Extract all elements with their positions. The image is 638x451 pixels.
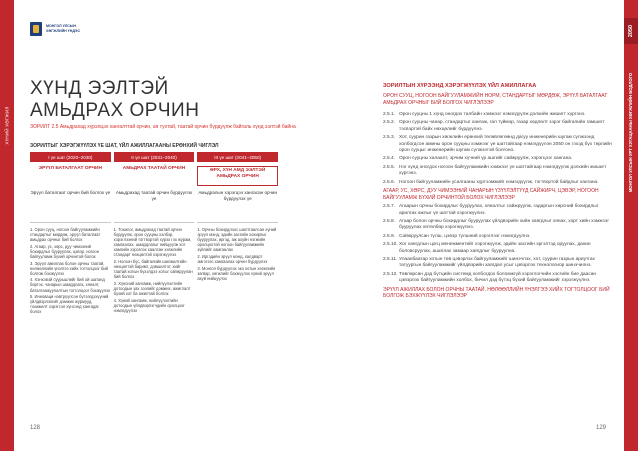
- phase-header-3: III үе шат (2041–2050): [197, 152, 278, 162]
- action-text: Ногоон байгууламжийн усалгааны хүртээмжийг нэмэгдүүлж, тогтвортой байдлыг хангана.: [399, 179, 599, 185]
- list-item: 1. Орон сууц, ногоон байгууламжийн стандартыг мөрдөж, эрүүл баталгаат амьдрах орчныг бий болгох: [30, 227, 101, 243]
- action-text: Улаанбаатар хотын төв цэвэрлэх байгууламжийг шинэчлэх, хот, суурин газрын ариутгах татуургын байгууламжийг үйлдвэрийн хаягдал усыг цэвэрлэх технологиор шинэчилнэ.: [399, 257, 595, 269]
- phase-header-2: II үе шат (2031–2040): [114, 152, 195, 162]
- action-item: [383, 219, 615, 232]
- action-number: 2.5.7.: [383, 204, 396, 210]
- right-side-label: МОНГОЛ УЛСЫН УРТ ХУГАЦААНЫ ХӨГЖЛИЙН БОДЛОГО: [628, 72, 634, 193]
- action-number: 2.5.8.: [383, 219, 396, 225]
- phase-title-3: ӨРХ, ХҮН АМД ЭЭЛТЭЙ АМЬДРАХ ОРЧИН: [197, 166, 278, 186]
- phase-column-1: [30, 166, 111, 316]
- action-item: [383, 204, 615, 217]
- list-item: 3. Монгол бүрдүүлэх эко хотын хөгжлийн загвар, хөгжлийг бэхжүүлэх хүний эрүүл ахуй нийцүүлэх: [197, 265, 276, 281]
- phase-goal-2: Амьдрахад таатай орчин бүрдүүлэх үе: [115, 190, 193, 201]
- action-text: Хог хаягдлын цогц менежментийг хэрэгжүүлж, эдийн засгийн эргэлтэд оруулах, дахин боловсруулах, ашиглах замаар хаягдлыг бууруулна.: [399, 242, 591, 254]
- action-number: 2.5.4.: [383, 156, 396, 162]
- action-text: Сайжруулсан түлш, цэвэр түлшний хэрэглээг нэмэгдүүлнэ.: [399, 233, 531, 239]
- phase-title-2: АМЬДРАХ ТААТАЙ ОРЧИН: [122, 166, 186, 171]
- page-number-right: 129: [596, 425, 607, 431]
- subtitle: ЗОРИЛТ 2.5 Амьдрахад хүрэлцэх хангалттай орчин, ая тухтай, таатай орчин бүрдүүлж байгаль хүнд ээлтэй байна: [30, 124, 296, 130]
- action-text: Орон сууцны чанар, стандартыг хангаж, гал түймэр, газар хөдлөлт зэрэг байгалийн гамшигт тэсвэртэй байх нөхцөлийг бүрдүүлнэ.: [399, 120, 605, 132]
- action-number: 2.5.10.: [383, 242, 398, 248]
- logo-text-line2: ХӨГЖЛИЙН ҮНДЭС: [46, 29, 81, 33]
- phase-table: [30, 152, 278, 316]
- phase-header-1: I үе шат (2020–2030): [30, 152, 111, 162]
- action-text: Хот, суурин газрын хөгжлийн ерөнхий төлөвлөгөөнд дагуу инженерийн шугам сүлжээнд холбогдсон амины орон сууцны хэмжээг үе шаттайгаар нэмэгдүүлэн 2050 он гэхэд бүх төрлийн орон сууцыг инженерийн шугам сүлжээтэй болгоно.: [399, 135, 612, 153]
- logo-text-line1: МОНГОЛ УЛСЫН: [46, 24, 76, 29]
- action-item: [383, 180, 615, 186]
- action-number: 2.5.5.: [383, 164, 396, 170]
- phase-list-1: [30, 222, 111, 315]
- list-item: 1. Тохилог, амьдрахад таатай орчин бүрдүүлж, орон сууцны хэлбэр, хэрэглээний тогтвортой хүрэх гэх журам, хамгаалах, шаардлагыг нийцүүлж хот хамгийн хэрэглэх хаалсан хөгжлийн стандарт нөхцөлтэй хэрэгжүүлэх: [113, 227, 192, 258]
- action-number: 2.5.3.: [383, 135, 396, 141]
- action-item: [383, 120, 615, 133]
- action-item: [383, 272, 615, 285]
- actions-list: [383, 112, 615, 300]
- list-item: 5. Инноваци нэвтрүүлсэн бүтээгдэхүүний үйлдвэрлэлийг дэмжих журмууд, тохижилт хэрэгсэл хүнсэнд хангадаг болох: [30, 294, 109, 315]
- actions-subheading: АГААР, УС, ХӨРС, ДУУ ЧИМЭЭНИЙ ЧАНАРЫН ҮЗҮҮЛЭЛТҮҮД САЙЖИРЧ, ЦЭВЭР, НОГООН БАЙГУУЛАМЖ БҮХИЙ ОРЧИНТОЙ БОЛОХ ЧИГЛЭЛЭЭР: [383, 188, 599, 201]
- action-text: Агаарын орчны бохирдлыг бууруулах, хяналтыг сайжруулж, гадаргын хөрсний бохирдлыг арилгах ажлыг үе шаттай хэрэгжүүлнэ.: [399, 204, 599, 216]
- action-number: 2.5.9.: [383, 233, 396, 239]
- list-item: 2. Агаар, ус, хөрс, дуу чимээний бохирдлыг бууруулах, цэвэр, ногоон байгууламж бүхий орчинтой болох: [30, 243, 99, 259]
- page-number-left: 128: [30, 425, 41, 431]
- list-item: 3. Хүнсний хангамж, нийлүүлэлтийн дотоодын зах зээлийг дэмжих, ажиглалт бүхий хот ба ажилтай болгох: [113, 280, 191, 297]
- action-item: [383, 242, 615, 255]
- list-item: 1. Орчны бохирдлоос шалтгаалсан хүний эрүүл мэнд, эдийн засгийн хохирлыг бууруулах, иргэд, аж ахуйн нэгжийн оролцоотой ногоон байгууламжийн зүйлийг хамгаалах: [197, 227, 277, 253]
- year-badge: 2050: [624, 18, 638, 44]
- page-title: [30, 78, 199, 122]
- action-number: 2.5.6.: [383, 179, 396, 185]
- action-item: [383, 112, 615, 118]
- phase-column-2: [114, 166, 195, 316]
- action-item: [383, 257, 615, 270]
- list-item: 2. Ногоон бүс, байгалийн шилжилтийн нөхцөлтэй баримт, дэвшилтэт, хийг таатай хотын бүхэлдээ хотыг сайжруулан бий болгох: [113, 259, 193, 280]
- left-side-label: ХҮНИЙ ХӨГЖИЛ: [4, 105, 10, 145]
- phase-title-1: ЭРҮҮЛ БАТАЛГААТ ОРЧИН: [38, 166, 102, 171]
- emblem-icon: [30, 22, 42, 36]
- title-line1: ХҮНД ЭЭЛТЭЙ: [30, 78, 169, 99]
- list-item: 2. Иргэдийн эрүүл мэнд, халдварт эмгэгээс хамгаалах орчин бүрдүүлэх: [197, 253, 268, 265]
- action-item: [383, 165, 615, 178]
- actions-heading: ЗОРИЛТЫН ХҮРЭЭНД ХЭРЭГЖҮҮЛЭХ ҮЙЛ АЖИЛЛАГАА: [383, 83, 537, 89]
- phase-list-2: [114, 222, 195, 313]
- logo: [30, 22, 80, 36]
- list-item: 3. Эрүүл ажиллах болон орчны таатай, нөлөөллийн үнэлгээ хийх тогтолцоог бий болгож бэхжүүлэх: [30, 260, 108, 276]
- action-text: Төвлөрсөн дэд бүтцийн системд холбогдох боломжгүй хэрэглэгчийн хэсгийн бие даасан цэвэрлэх байгууламжийн холбох, бичил дэд бүтэц бүхий байгууламжийг хэрэгжүүлнэ.: [399, 271, 597, 284]
- action-item: [383, 234, 615, 240]
- left-side-tab: [0, 0, 14, 451]
- phase-goal-3: Амьдралын хэрэгцээ хангасан орчин бүрдүүлэх үе: [198, 190, 277, 201]
- action-number: 2.5.2.: [383, 120, 396, 126]
- action-number: 2.5.11.: [383, 257, 398, 263]
- phase-column-3: [197, 166, 278, 316]
- action-text: Орон сууцны 1 хүнд оногдох талбайн хэмжээг нэмэгдүүлж дэлхийн жишигт хүргэнэ.: [399, 112, 586, 117]
- list-item: 4. Хүний хангамж, нийлүүлэлтийн дотоодын үйлдвэрлэгчдийн оролцоог нэмэгдүүлэх: [113, 297, 185, 313]
- action-text: Нэг хүнд оногдох ногоон байгууламжийн хэмжээг үе шаттайгаар нэмэгдүүлж дэлхийн жишигт хүргэнэ.: [399, 164, 607, 177]
- action-text: Орон сууцны халаалт, эрчим хүчний үр ашгийг сайжруулж, хэрэгцээг хангана.: [399, 156, 573, 162]
- actions-outro: ЭРҮҮЛ АЖИЛЛАХ БОЛОН ОРЧНЫ ТААТАЙ, НӨЛӨӨЛЛИЙН ҮНЭЛГЭЭ ХИЙХ ТОГТОЛЦООГ БИЙ БОЛГОЖ БЭХЖҮҮЛЭХ ЧИГЛЭЛЭЭР: [383, 286, 610, 300]
- phase-list-3: [197, 222, 278, 281]
- action-number: 2.5.1.: [383, 112, 396, 117]
- action-item: [383, 156, 615, 162]
- title-line2: АМЬДРАХ ОРЧИН: [30, 100, 200, 121]
- actions-intro: ОРОН СУУЦ, НОГООН БАЙГУУЛАМЖИЙН НОРМ, СТАНДАРТЫГ МӨРДӨЖ, ЭРҮҮЛ БАТАЛГААТ АМЬДРАХ ОРЧНЫГ БИЙ БОЛГОХ ЧИГЛЭЛЭЭР: [383, 93, 608, 106]
- list-item: 4. Хэнхэвэй суурьшлийг бий ой шатанд бөртэх, чанарын шаардлага, хяналт, баталгаажуулалтын тогтолцоог бэхжүүлэх: [30, 277, 111, 293]
- action-text: Агаар болон орчны бохирдлыг бууруулах үйлдвэрийн хийн хаягдлыг хянах, хорт хийн хэмжээг бууруулах хөтөлбөр хэрэгжүүлнэ.: [399, 219, 610, 231]
- action-number: 2.5.12.: [383, 271, 398, 277]
- phase-goal-1: Эрүүл баталгаат орчин бий болгох үе: [30, 190, 111, 195]
- section-heading: ЗОРИЛТЫГ ХЭРЭГЖҮҮЛЭХ ҮЕ ШАТ, ҮЙЛ АЖИЛЛАГААНЫ ЕРӨНХИЙ ЧИГЛЭЛ: [30, 143, 219, 149]
- action-item: [383, 135, 615, 154]
